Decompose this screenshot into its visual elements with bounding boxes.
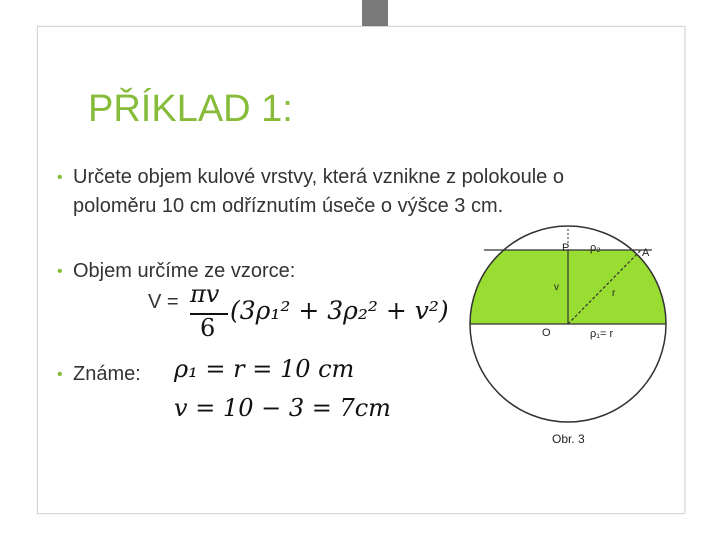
bullet-formula-intro-text: Objem určíme ze vzorce: — [73, 260, 296, 282]
bullet-dot-icon: • — [57, 263, 63, 280]
known-rho1: ρ₁ = r = 10 cm — [174, 355, 355, 383]
formula-denominator: 6 — [200, 314, 216, 342]
bullet-task-line1: Určete objem kulové vrstvy, která vznikne z polokoule o — [73, 166, 564, 188]
bullet-known-text: Známe: — [73, 363, 141, 385]
label-A: A — [642, 247, 650, 259]
label-rho2: ρ₂ — [590, 242, 601, 254]
slide-title: PŘÍKLAD 1: — [88, 88, 293, 130]
label-r: r — [612, 288, 616, 299]
label-P: P — [562, 242, 570, 254]
formula-body: (3ρ₁² + 3ρ₂² + v²) — [230, 296, 449, 325]
label-rho1-eq-r: ρ₁= r — [590, 328, 614, 340]
bullet-dot-icon: • — [57, 169, 63, 186]
formula-numerator: πv — [190, 280, 220, 308]
figure-caption: Obr. 3 — [552, 432, 585, 446]
bullet-dot-icon: • — [57, 366, 63, 383]
bullet-task-line2: poloměru 10 cm odříznutím úseče o výšce 3 cm. — [73, 195, 504, 217]
formula-lhs: V = — [148, 291, 179, 313]
known-v: v = 10 − 3 = 7cm — [174, 394, 391, 422]
label-v: v — [554, 282, 559, 293]
label-O: O — [542, 327, 551, 339]
